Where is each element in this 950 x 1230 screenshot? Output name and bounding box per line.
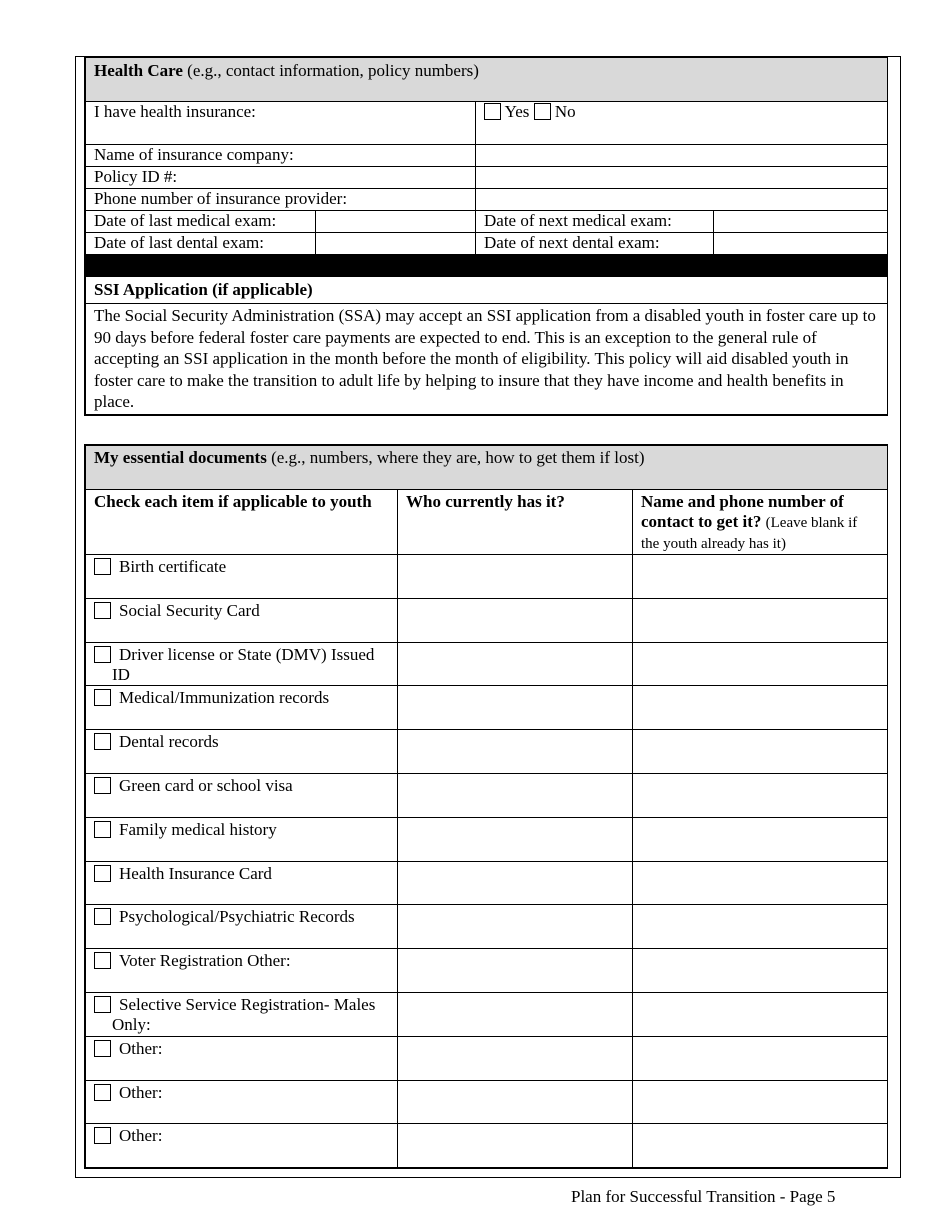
column-header-item-text: Check each item if applicable to youth <box>94 492 372 511</box>
document-holder-field[interactable] <box>398 773 633 817</box>
document-row <box>86 730 888 774</box>
document-contact-field[interactable] <box>633 949 888 993</box>
document-contact-field[interactable] <box>633 773 888 817</box>
document-contact-field[interactable] <box>633 905 888 949</box>
document-label: Other: <box>119 1126 163 1146</box>
next-medical-field[interactable] <box>714 211 888 233</box>
insurance-phone-label: Phone number of insurance provider: <box>86 189 476 211</box>
yes-checkbox[interactable] <box>484 103 501 120</box>
document-contact-field[interactable] <box>633 861 888 905</box>
document-holder-field[interactable] <box>398 817 633 861</box>
document-row <box>86 861 888 905</box>
document-holder-field[interactable] <box>398 992 633 1036</box>
document-item <box>86 598 398 642</box>
document-item <box>86 1124 398 1168</box>
column-header-holder-text: Who currently has it? <box>406 492 565 511</box>
document-row <box>86 1080 888 1124</box>
column-header-holder <box>398 490 633 555</box>
document-item <box>86 1036 398 1080</box>
documents-header <box>86 446 888 490</box>
health-care-title: Health Care <box>94 61 183 80</box>
document-label: Selective Service Registration- Males Only: <box>112 994 376 1034</box>
document-item <box>86 555 398 599</box>
insurance-company-label: Name of insurance company: <box>86 145 476 167</box>
document-contact-field[interactable] <box>633 598 888 642</box>
document-checkbox[interactable] <box>94 908 111 925</box>
section-divider <box>86 255 888 277</box>
document-item <box>86 817 398 861</box>
next-dental-field[interactable] <box>714 233 888 255</box>
documents-title: My essential documents <box>94 448 267 467</box>
document-row <box>86 686 888 730</box>
document-holder-field[interactable] <box>398 861 633 905</box>
policy-id-label: Policy ID #: <box>86 167 476 189</box>
document-row <box>86 1124 888 1168</box>
document-label: Medical/Immunization records <box>119 688 330 708</box>
no-label: No <box>554 102 576 121</box>
policy-id-field[interactable] <box>476 167 888 189</box>
yes-label: Yes <box>504 102 530 121</box>
document-checkbox[interactable] <box>94 1084 111 1101</box>
column-header-contact <box>633 490 888 555</box>
no-checkbox[interactable] <box>534 103 551 120</box>
document-checkbox[interactable] <box>94 952 111 969</box>
document-holder-field[interactable] <box>398 905 633 949</box>
document-label: Dental records <box>119 732 219 752</box>
document-holder-field[interactable] <box>398 555 633 599</box>
column-header-contact-note: (Leave blank if the youth already has it) <box>641 515 858 552</box>
document-holder-field[interactable] <box>398 730 633 774</box>
document-contact-field[interactable] <box>633 992 888 1036</box>
last-medical-field[interactable] <box>316 211 476 233</box>
document-contact-field[interactable] <box>633 555 888 599</box>
documents-subtitle: (e.g., numbers, where they are, how to get them if lost) <box>271 448 645 467</box>
ssi-body: The Social Security Administration (SSA) may accept an SSI application from a disabled youth in foster care up to 90 days before federal foster care payments are expected to end. This is an exception to the general rule of accepting an SSI application in the month before the month of eligibility. This policy will aid disabled youth in foster care to make the transition to adult life by helping to insure that they have income and health benefits in place. <box>86 304 888 415</box>
document-holder-field[interactable] <box>398 949 633 993</box>
document-holder-field[interactable] <box>398 1080 633 1124</box>
document-label: Driver license or State (DMV) Issued ID <box>112 644 375 684</box>
document-row <box>86 598 888 642</box>
document-contact-field[interactable] <box>633 1080 888 1124</box>
document-label: Other: <box>119 1082 163 1102</box>
document-checkbox[interactable] <box>94 646 111 663</box>
document-checkbox[interactable] <box>94 689 111 706</box>
document-item <box>86 773 398 817</box>
column-header-item <box>86 490 398 555</box>
insurance-label: I have health insurance: <box>86 102 476 145</box>
document-label: Social Security Card <box>119 600 260 620</box>
next-medical-label: Date of next medical exam: <box>476 211 714 233</box>
document-contact-field[interactable] <box>633 730 888 774</box>
document-checkbox[interactable] <box>94 1040 111 1057</box>
document-checkbox[interactable] <box>94 777 111 794</box>
document-row <box>86 949 888 993</box>
document-item <box>86 686 398 730</box>
document-item <box>86 905 398 949</box>
document-contact-field[interactable] <box>633 1036 888 1080</box>
insurance-phone-field[interactable] <box>476 189 888 211</box>
document-checkbox[interactable] <box>94 996 111 1013</box>
document-label: Family medical history <box>119 819 277 839</box>
insurance-options <box>476 102 888 145</box>
document-holder-field[interactable] <box>398 686 633 730</box>
last-medical-label: Date of last medical exam: <box>86 211 316 233</box>
insurance-company-field[interactable] <box>476 145 888 167</box>
document-item <box>86 949 398 993</box>
health-care-header <box>86 58 888 102</box>
last-dental-field[interactable] <box>316 233 476 255</box>
column-header-contact-text: Name and phone number of contact to get it? <box>641 492 844 531</box>
document-item <box>86 1080 398 1124</box>
document-row <box>86 642 888 686</box>
document-row <box>86 817 888 861</box>
document-item <box>86 861 398 905</box>
document-label: Green card or school visa <box>119 775 293 795</box>
document-label: Health Insurance Card <box>119 863 272 883</box>
last-dental-label: Date of last dental exam: <box>86 233 316 255</box>
document-checkbox[interactable] <box>94 1127 111 1144</box>
document-item <box>86 992 398 1036</box>
ssi-header <box>86 277 888 304</box>
document-contact-field[interactable] <box>633 817 888 861</box>
ssi-title: SSI Application (if applicable) <box>94 280 313 299</box>
document-row <box>86 992 888 1036</box>
document-contact-field[interactable] <box>633 642 888 686</box>
document-label: Psychological/Psychiatric Records <box>119 907 355 927</box>
document-checkbox[interactable] <box>94 602 111 619</box>
document-label: Other: <box>119 1038 163 1058</box>
documents-section <box>84 444 888 1169</box>
document-row <box>86 905 888 949</box>
document-checkbox[interactable] <box>94 733 111 750</box>
next-dental-label: Date of next dental exam: <box>476 233 714 255</box>
document-label: Birth certificate <box>119 557 227 576</box>
document-label: Voter Registration Other: <box>119 951 291 971</box>
document-item <box>86 642 398 686</box>
document-checkbox[interactable] <box>94 865 111 882</box>
health-care-subtitle: (e.g., contact information, policy numbers) <box>187 61 479 80</box>
document-item <box>86 730 398 774</box>
document-holder-field[interactable] <box>398 598 633 642</box>
document-contact-field[interactable] <box>633 1124 888 1168</box>
document-row <box>86 555 888 599</box>
page-footer: Plan for Successful Transition - Page 5 <box>571 1187 836 1206</box>
document-checkbox[interactable] <box>94 558 111 575</box>
document-holder-field[interactable] <box>398 1036 633 1080</box>
document-checkbox[interactable] <box>94 821 111 838</box>
document-holder-field[interactable] <box>398 642 633 686</box>
document-contact-field[interactable] <box>633 686 888 730</box>
document-holder-field[interactable] <box>398 1124 633 1168</box>
document-row <box>86 1036 888 1080</box>
document-row <box>86 773 888 817</box>
health-care-section <box>84 56 888 416</box>
